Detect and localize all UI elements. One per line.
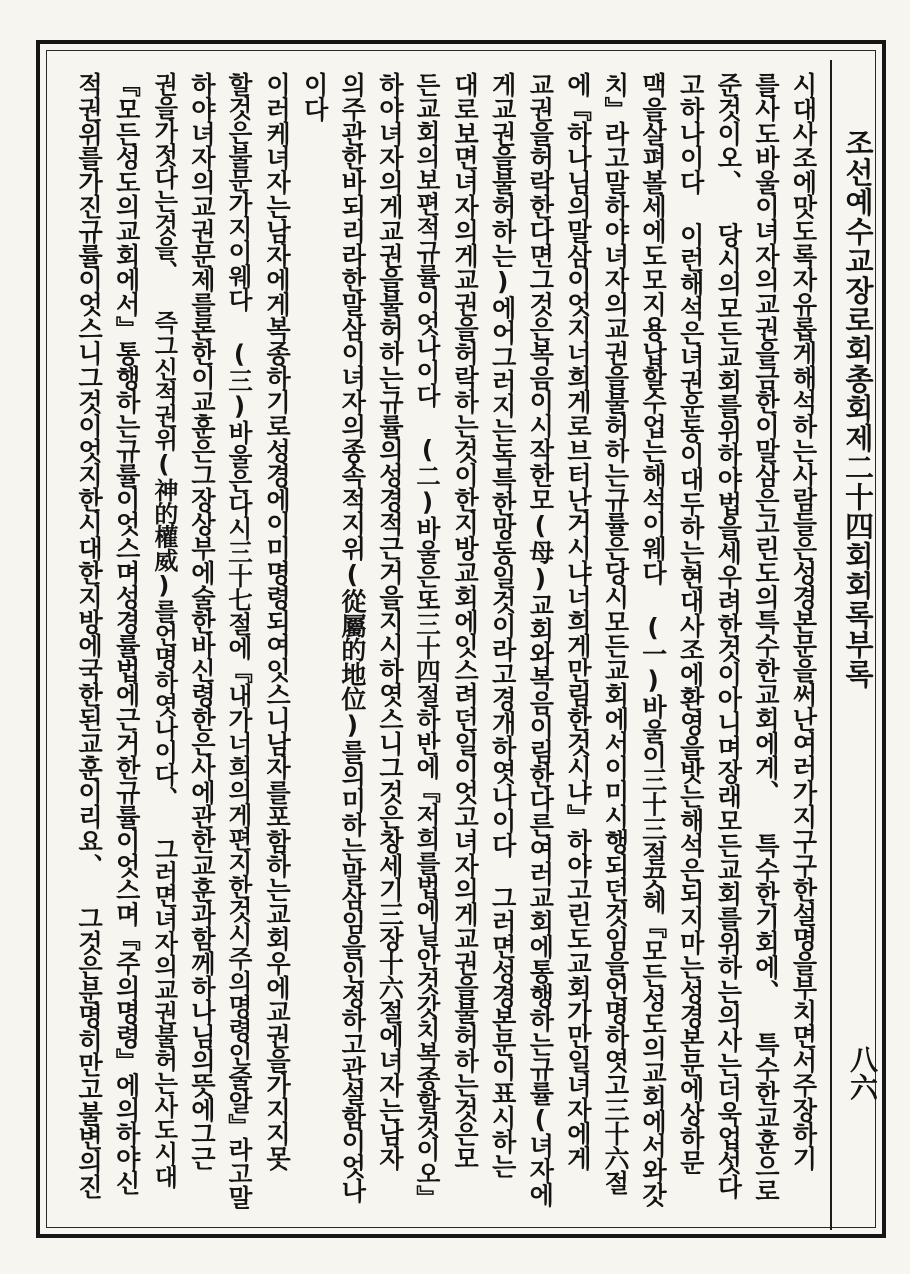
text-column: 적권위를가진규률이엇스니그것이엇지한시대한지방에국한된교훈이리요、 그것은분명히만고불변의진 (74, 72, 104, 1199)
page-number: 八六 (846, 1045, 879, 1101)
header-divider (830, 60, 832, 1230)
text-column: 를사도바울이녀자의교권을금한이말삼은고린도의특수한교회에게、 특수한기회에、 특수한교훈으로 (751, 72, 781, 1203)
text-column: 준것이오、 당시의모든교회를위하야법을세우려한것이아니며장래모든교회를위하는의사는더욱업섯다 (713, 72, 743, 1199)
text-column: 하야녀자의게교권을불허하는규률의성경적근거을지시하엿스니그것은창세기三장十六절에녀자는남자 (375, 72, 405, 1171)
text-column: 맥을살펴볼세에도모지용납할수업는해석이웨다 (一)바울이三十三절끗헤『모든성도의교회에서와갓 (638, 72, 668, 1207)
text-column: 치』라고말하야녀자의교권을불허하는규률은당시모든교회에서이미시행되던것임을언명하엿고三十六절 (601, 72, 630, 1195)
text-column: 대로보면녀자의게교권을허락하는것이한지방교회에잇스려던일이엇고녀자의게교권을불허하는것은모 (450, 72, 480, 1171)
body-text (62, 72, 818, 1212)
text-column: 게교권을불허하는)에어그러지는독특한망동일것이라고경개하엿나이다 그러면성경본문이표시하는 (488, 72, 518, 1179)
text-column: 의주관한바되리라한말삼이녀자의종속적지위(從屬的地位)를의미하는말삼임을인정하고관설함이엇나 (337, 72, 367, 1203)
text-column: 이다 (300, 72, 330, 121)
text-column: 에『하나님의말삼이엇지너희게로브터난거시냐너희게만림한것시냐』하야고린도교회가만일녀자에게 (563, 72, 593, 1171)
text-column: 시대사조에맛도록자유롭게해석하는사람들은성경본문을써난여러가지구구한설명을부치면서주장하기 (789, 72, 818, 1171)
text-column: 교권을허락한다면그것은복음이시작한모(母)교회와복음이림한다른여러교회에통행하는규률(녀자에 (525, 72, 555, 1207)
running-head: 조선예수교장로회총회제二十四회회록부록 (841, 128, 875, 689)
text-column: 고하나이다 이런해석은녀권운동이대두하는현대사조에환영을밧는해석은되지마는성경본문에상하문 (676, 72, 706, 1175)
text-column: 하야녀자의교권문제를론한이교훈은그장상부에술한바신령한은사에관한교훈과함께하나님의뜻에그근 (187, 72, 217, 1171)
text-column: 『모든성도의교회에서』통행하는규률이엇스며성경률법에근거한규률이엇스며『주의명령』에의하야신 (112, 72, 142, 1195)
text-column: 할것은불문가지이웨다 (三)바울은다시三十七절에『내가너희의게편지한것시주의명령인줄알』라고말 (225, 72, 254, 1209)
text-column: 이러케녀자는남자에게복종하기로성경에이미명령되여잇스니남자를포함하는교회우에교권을가지지못 (262, 72, 292, 1171)
text-column: 든교회의보편적규률이엇나이다 (二)바울은또三十四절하반에『저희를법에닐안것갓치복종할것이오』 (413, 72, 442, 1209)
text-column: 권을가젓다는것을、 즉그신적권위(神的權威)를언명하엿나이다、 그러면녀자의교권불허는사도시대 (149, 72, 178, 1188)
